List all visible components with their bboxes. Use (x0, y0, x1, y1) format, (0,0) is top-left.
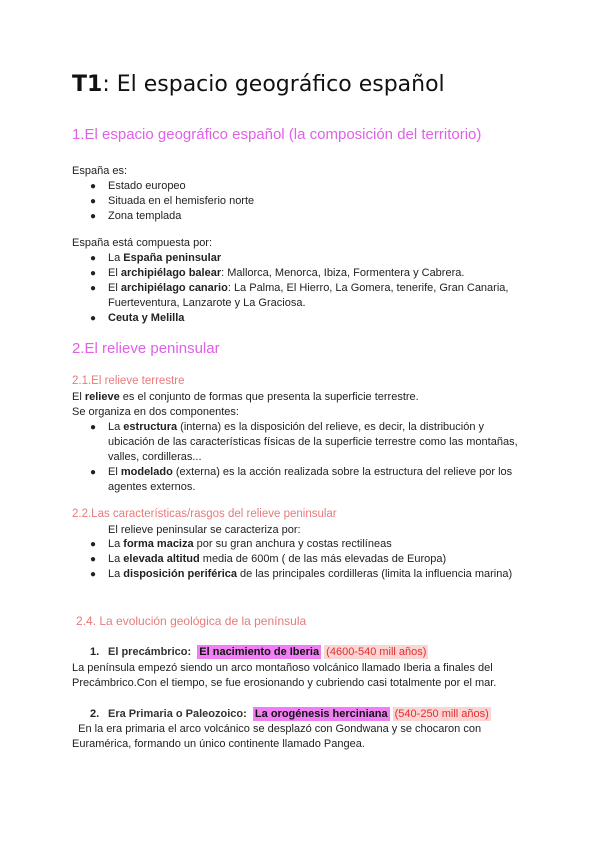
composition-list (88, 251, 528, 326)
list-item: ● El modelado (externa) es la acción realizada sobre la estructura del relieve por los agentes externos. (90, 466, 513, 493)
characteristics-list (88, 537, 548, 582)
list-item: ● Situada en el hemisferio norte (90, 195, 255, 207)
section1-intro: España es: (72, 165, 128, 177)
era-2-event: La orogénesis herciniana (254, 708, 388, 720)
relieve-components-list (88, 420, 528, 495)
relieve-components-intro: Se organiza en dos componentes: (72, 406, 239, 418)
list-item: ● La estructura (interna) es la disposición del relieve, es decir, la distribución y ubicación de las características físicas de la superficie terrestre como las montañas, valles, cordilleras... (90, 421, 518, 463)
list-item: ● Ceuta y Melilla (90, 312, 185, 324)
list-item: ● La disposición periférica de las principales cordilleras (limita la influencia marina) (90, 568, 513, 580)
page-title: T1: El espacio geográfico español (72, 72, 445, 97)
list-item: ● Zona templada (90, 210, 182, 222)
era-2-text: En la era primaria el arco volcánico se desplazó con Gondwana y se chocaron con Euramérica, formando un único continente llamado Pangea. (72, 723, 485, 750)
list-item: ● La España peninsular (90, 252, 222, 264)
era-1-text: La península empezó siendo un arco montañoso volcánico llamado Iberia a finales del Precámbrico.Con el tiempo, se fue erosionando y cubriendo casi totalmente por el mar. (72, 662, 497, 689)
subsection-2-1-heading: 2.1.El relieve terrestre (72, 375, 185, 387)
section1-list (88, 179, 528, 224)
era-1-heading: 1. El precámbrico: El nacimiento de Iberia (4600-540 mill años) (90, 646, 427, 658)
era-2-range: (540-250 mill años) (394, 708, 489, 720)
section2-heading: 2.El relieve peninsular (72, 340, 220, 357)
era-2-heading: 2. Era Primaria o Paleozoico: La orogénesis herciniana (540-250 mill años) (90, 708, 489, 720)
list-item: ● Estado europeo (90, 180, 186, 192)
era-1-event: El nacimiento de Iberia (199, 646, 320, 658)
era-1-range: (4600-540 mill años) (326, 646, 427, 658)
list-item: ● El archipiélago canario: La Palma, El Hierro, La Gomera, tenerife, Gran Canaria, Fuerteventura, Lanzarote y La Graciosa. (90, 282, 509, 309)
subsection-2-2-heading: 2.2.Las características/rasgos del relieve peninsular (72, 508, 337, 520)
list-item: ● La forma maciza por su gran anchura y costas rectilíneas (90, 538, 392, 550)
list-item: ● El archipiélago balear: Mallorca, Menorca, Ibiza, Formentera y Cabrera. (90, 267, 465, 279)
section1-intro2: España está compuesta por: (72, 237, 213, 249)
list-item: ● La elevada altitud media de 600m ( de las más elevadas de Europa) (90, 553, 447, 565)
section1-heading: 1.El espacio geográfico español (la composición del territorio) (72, 126, 482, 143)
subsection-2-4-heading: 2.4. La evolución geológica de la península (76, 614, 307, 628)
characteristics-intro: El relieve peninsular se caracteriza por: (108, 524, 301, 536)
relieve-definition: El relieve es el conjunto de formas que presenta la superficie terrestre. (72, 391, 419, 403)
